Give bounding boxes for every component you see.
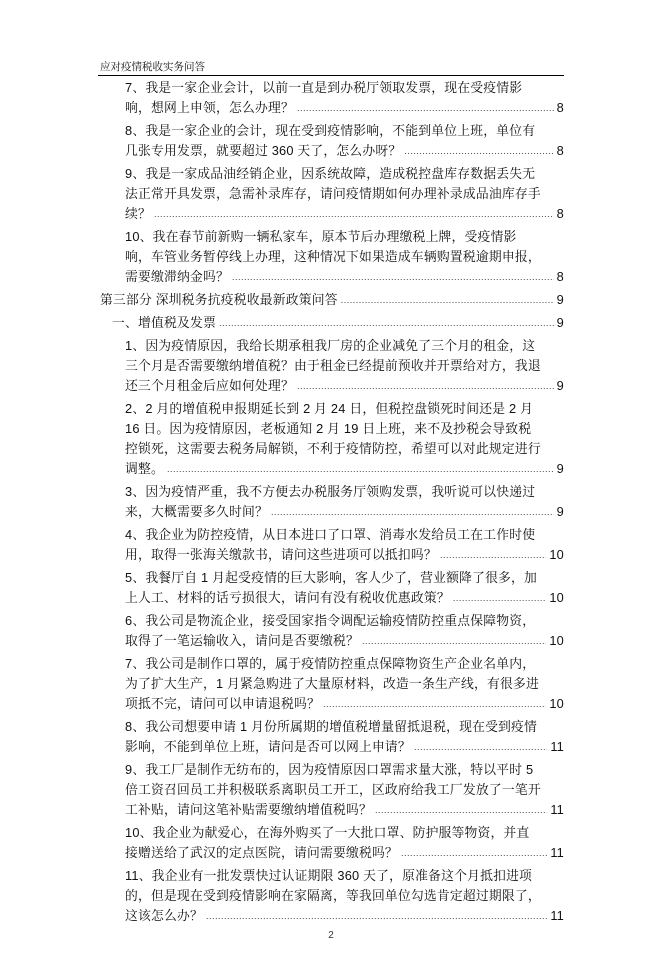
toc-entry-title: 3、因为疫情严重，我不方便去办税服务厅领购发票，我听说可以快递过来，大概需要多久时间？ ..... [125, 482, 564, 522]
toc-entry[interactable] [125, 823, 564, 863]
toc-entry-title: 一、增值税及发票 ..... [112, 313, 564, 333]
toc-entry[interactable] [125, 164, 564, 224]
toc-entry-title: 7、我是一家企业会计，以前一直是到办税厅领取发票，现在受疫情影响，想网上申领，怎么办理？ ..... [125, 78, 564, 118]
toc-entry-title: 8、我是一家企业的会计，现在受到疫情影响，不能到单位上班，单位有几张专用发票，就要超过 360 天了，怎么办呀？ ..... [125, 121, 564, 161]
toc-entry[interactable] [125, 227, 564, 287]
toc-entry-page: 8 [554, 141, 564, 161]
toc-entry-title: 10、我在春节前新购一辆私家车，原本节后办理缴税上牌，受疫情影响，车管业务暂停线上办理，这种情况下如果造成车辆购置税逾期申报，需要缴滞纳金吗？ ..... [125, 227, 564, 287]
toc-entry-title: 2、2 月的增值税申报期延长到 2 月 24 日，但税控盘锁死时间还是 2 月 16 日。因为疫情原因，老板通知 2 月 19 日上班，来不及抄税会导致税控锁死，这需要去税务局解锁，不利于疫情防控，希望可以对此规定进行调整。 ..... [125, 399, 564, 479]
toc-entry[interactable] [112, 313, 564, 333]
toc-entry-title: 8、我公司想要申请 1 月份所属期的增值税增量留抵退税，现在受到疫情影响，不能到单位上班，请问是否可以网上申请？ ..... [125, 717, 564, 757]
toc-entry-page: 9 [554, 459, 564, 479]
toc-entry-page: 8 [554, 267, 564, 287]
toc-entry-page: 8 [554, 204, 564, 224]
toc-entry-title: 6、我公司是物流企业，接受国家指令调配运输疫情防控重点保障物资，取得了一笔运输收入，请问是否要缴税？ ..... [125, 611, 564, 651]
toc-entry-page: 9 [554, 290, 564, 310]
toc-entry[interactable] [125, 760, 564, 820]
toc-entry-page: 10 [546, 545, 564, 565]
toc-entry[interactable] [125, 717, 564, 757]
toc-entry[interactable] [125, 399, 564, 479]
toc-entry-title: 5、我餐厅自 1 月起受疫情的巨大影响，客人少了，营业额降了很多，加上人工、材料的话亏损很大，请问有没有税收优惠政策？ ..... [125, 568, 564, 608]
toc-entry-title: 9、我工厂是制作无纺布的，因为疫情原因口罩需求量大涨，特以平时 5 倍工资召回员工并积极联系离职员工开工，区政府给我工厂发放了一笔开工补贴，请问这笔补贴需要缴纳增值税吗？ ..... [125, 760, 564, 820]
toc-entry-page: 10 [546, 694, 564, 714]
toc-entry-page: 11 [547, 800, 564, 820]
toc-entry[interactable] [125, 568, 564, 608]
toc-entry-page: 10 [546, 588, 564, 608]
toc-entry-page: 8 [554, 98, 564, 118]
toc-entry-title: 第三部分 深圳税务抗疫税收最新政策问答 ..... [100, 290, 564, 310]
toc-entry-page: 9 [554, 313, 564, 333]
toc-entry-title: 4、我企业为防控疫情，从日本进口了口罩、消毒水发给员工在工作时使用，取得一张海关缴款书，请问这些进项可以抵扣吗？ ..... [125, 525, 564, 565]
toc-entry[interactable] [125, 482, 564, 522]
toc-entry-title: 10、我企业为献爱心，在海外购买了一大批口罩、防护服等物资，并直接赠送给了武汉的定点医院，请问需要缴税吗？ ..... [125, 823, 564, 863]
toc-entry[interactable] [125, 654, 564, 714]
toc-entry-title: 9、我是一家成品油经销企业，因系统故障，造成税控盘库存数据丢失无法正常开具发票，急需补录库存，请问疫情期如何办理补录成品油库存手续？ ..... [125, 164, 564, 224]
toc-entry-title: 1、因为疫情原因，我给长期承租我厂房的企业减免了三个月的租金，这三个月是否需要缴纳增值税？由于租金已经提前预收并开票给对方，我退还三个月租金后应如何处理？ ..... [125, 336, 564, 396]
running-header: 应对疫情税收实务问答 [100, 61, 205, 73]
toc-entry-page: 10 [546, 631, 564, 651]
toc-entry[interactable] [125, 866, 564, 926]
toc-entry[interactable] [125, 336, 564, 396]
toc-entry[interactable] [125, 121, 564, 161]
toc-entry-title: 11、我企业有一批发票快过认证期限 360 天了，原准备这个月抵扣进项的，但是现在受到疫情影响在家隔离，等我回单位勾选肯定超过期限了，这该怎么办？ ..... [125, 866, 564, 926]
page-number: 2 [328, 930, 334, 941]
toc-entry[interactable] [100, 290, 564, 310]
toc-entry[interactable] [125, 525, 564, 565]
toc-entry-page: 9 [554, 502, 564, 522]
toc-entry-title: 7、我公司是制作口罩的，属于疫情防控重点保障物资生产企业名单内，为了扩大生产，1 月紧急购进了大量原材料，改造一条生产线，有很多进项抵不完，请问可以申请退税吗？ ..... [125, 654, 564, 714]
toc-entry[interactable] [125, 611, 564, 651]
toc-entry[interactable] [125, 78, 564, 118]
toc-entry-page: 11 [547, 737, 564, 757]
toc-entry-page: 11 [547, 906, 564, 926]
toc-entry-page: 9 [554, 376, 564, 396]
toc-entry-page: 11 [547, 843, 564, 863]
